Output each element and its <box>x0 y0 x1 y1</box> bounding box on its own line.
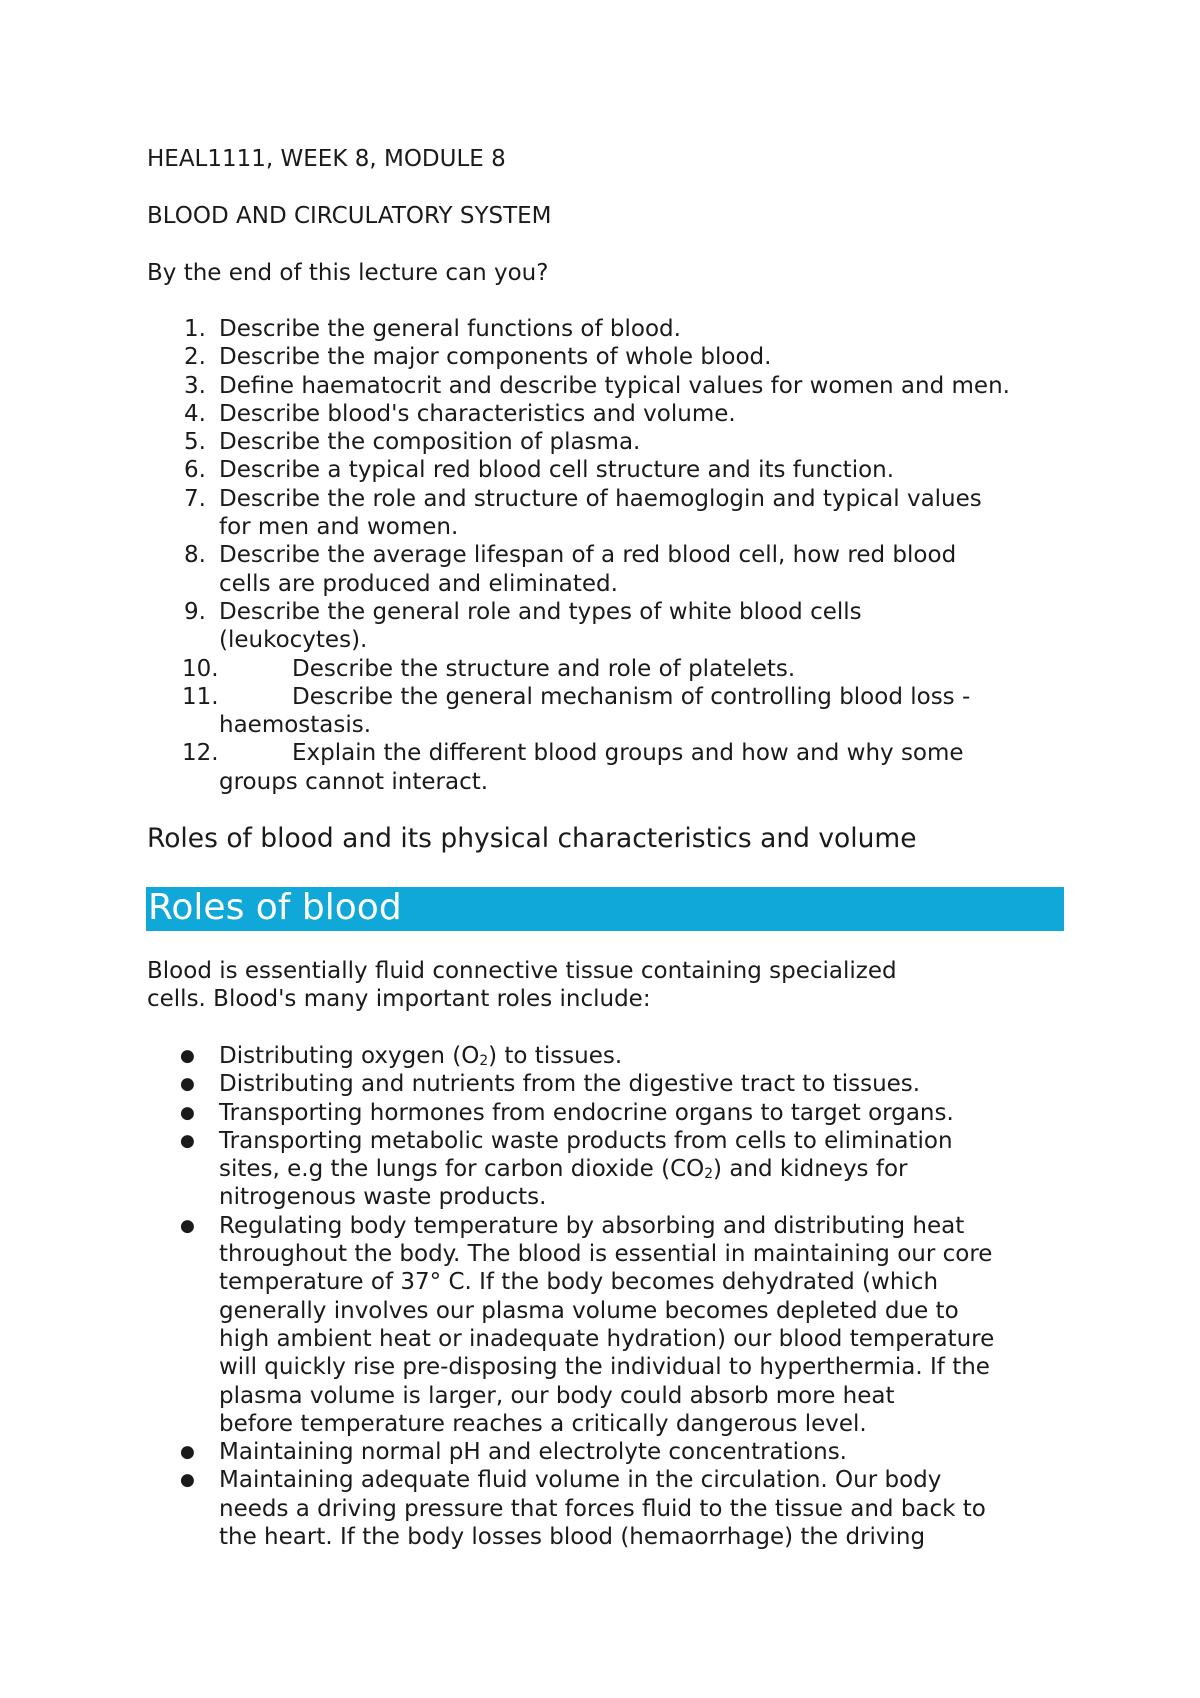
bullet-icon: ● <box>180 1046 195 1066</box>
role-text: before temperature reaches a critically dangerous level. <box>219 1410 867 1437</box>
intro-paragraph <box>147 957 1047 1014</box>
role-text: will quickly rise pre-disposing the individual to hyperthermia. If the <box>219 1354 990 1381</box>
objective-text: haemostasis. <box>219 712 372 739</box>
bullet-icon: ● <box>180 1102 195 1123</box>
role-text: high ambient heat or inadequate hydration) our blood temperature <box>219 1325 995 1352</box>
document-title: HEAL1111, WEEK 8, MODULE 8 <box>147 146 506 172</box>
subscript: 2 <box>479 1053 489 1069</box>
objective-text: Describe the general role and types of white blood cells <box>219 598 862 625</box>
objective-number: 6. <box>184 457 206 484</box>
objective-item-continuation <box>0 711 1200 739</box>
role-item <box>0 1438 1200 1466</box>
document-subtitle: BLOOD AND CIRCULATORY SYSTEM <box>147 203 552 229</box>
objective-number: 4. <box>184 400 206 427</box>
blood-roles-list <box>0 1042 1200 1551</box>
objective-text: Describe the general mechanism of controlling blood loss - <box>292 683 971 710</box>
objective-number: 7. <box>184 485 206 512</box>
objective-number: 11. <box>182 683 219 710</box>
objective-item <box>0 541 1200 569</box>
learning-objectives-list <box>0 315 1200 796</box>
bullet-icon: ● <box>180 1215 195 1236</box>
objective-number: 12. <box>182 740 219 767</box>
role-item <box>0 1466 1200 1494</box>
objective-text: Describe the structure and role of platelets. <box>292 655 796 682</box>
role-text: sites, e.g the lungs for carbon dioxide $(CO_2)$ and kidneys for <box>219 1156 908 1183</box>
role-text: Distributing and nutrients from the digestive tract to tissues. <box>219 1071 921 1098</box>
objective-text: (leukocytes). <box>219 627 368 654</box>
role-text: plasma volume is larger, our body could absorb more heat <box>219 1382 895 1409</box>
objective-item-continuation <box>0 626 1200 654</box>
objective-text: Describe blood's characteristics and volume. <box>219 400 736 427</box>
role-text: Distributing oxygen $(O_2)$ to tissues. <box>219 1043 623 1069</box>
role-item <box>0 1070 1200 1098</box>
objective-item-continuation <box>0 768 1200 796</box>
role-item-continuation <box>0 1353 1200 1381</box>
bullet-icon: ● <box>180 1074 195 1095</box>
objective-number: 8. <box>184 542 206 569</box>
objective-item <box>0 456 1200 484</box>
objective-item-continuation <box>0 513 1200 541</box>
objective-item <box>0 315 1200 343</box>
role-text: Maintaining adequate fluid volume in the circulation. Our body <box>219 1467 942 1494</box>
role-text: generally involves our plasma volume becomes depleted due to <box>219 1297 959 1324</box>
role-item-continuation <box>0 1410 1200 1438</box>
role-item <box>0 1099 1200 1127</box>
objective-item <box>0 598 1200 626</box>
objective-number: 2. <box>184 344 206 371</box>
role-item-continuation <box>0 1268 1200 1296</box>
bullet-icon: ● <box>180 1442 195 1463</box>
objective-text: Define haematocrit and describe typical values for women and men. <box>219 372 1010 399</box>
role-item-continuation <box>0 1240 1200 1268</box>
section-banner-title: Roles of blood <box>148 887 402 928</box>
role-item-continuation <box>0 1495 1200 1523</box>
role-item-continuation <box>0 1382 1200 1410</box>
objective-item <box>0 372 1200 400</box>
objective-number: 1. <box>184 316 206 342</box>
role-item-continuation <box>0 1183 1200 1211</box>
role-item <box>0 1127 1200 1155</box>
paragraph-line: cells. Blood's many important roles include: <box>147 986 651 1013</box>
objective-item <box>0 683 1200 711</box>
role-text: needs a driving pressure that forces fluid to the tissue and back to <box>219 1495 986 1522</box>
objective-item <box>0 739 1200 767</box>
role-item <box>0 1042 1200 1070</box>
paragraph-line: Blood is essentially fluid connective tissue containing specialized <box>147 958 897 984</box>
objective-item <box>0 428 1200 456</box>
objective-text: Describe the average lifespan of a red blood cell, how red blood <box>219 542 957 569</box>
objective-text: groups cannot interact. <box>219 768 489 795</box>
role-item-continuation <box>0 1523 1200 1551</box>
objective-text: Describe the composition of plasma. <box>219 429 641 456</box>
role-text: nitrogenous waste products. <box>219 1184 547 1211</box>
objective-item <box>0 485 1200 513</box>
bullet-icon: ● <box>180 1130 195 1151</box>
objective-text: Describe the general functions of blood. <box>219 316 681 342</box>
section-banner <box>146 887 1064 931</box>
objective-text: Explain the different blood groups and how and why some <box>292 740 964 767</box>
role-text: Transporting hormones from endocrine organs to target organs. <box>219 1099 954 1126</box>
objective-number: 10. <box>182 655 219 682</box>
objective-item <box>0 343 1200 371</box>
objective-item-continuation <box>0 570 1200 598</box>
section-heading: Roles of blood and its physical characteristics and volume <box>147 823 917 854</box>
objective-number: 9. <box>184 598 206 625</box>
objective-number: 3. <box>184 372 206 399</box>
objective-text: Describe the major components of whole blood. <box>219 344 772 371</box>
role-text: Regulating body temperature by absorbing and distributing heat <box>219 1212 965 1239</box>
role-text: the heart. If the body losses blood (hemaorrhage) the driving <box>219 1524 926 1551</box>
objective-text: Describe the role and structure of haemoglogin and typical values <box>219 485 982 512</box>
intro-question: By the end of this lecture can you? <box>147 260 549 286</box>
objective-item <box>0 400 1200 428</box>
bullet-icon: ● <box>180 1470 195 1491</box>
subscript: 2 <box>704 1166 714 1183</box>
objective-text: for men and women. <box>219 514 459 541</box>
objective-text: cells are produced and eliminated. <box>219 570 618 597</box>
objective-text: Describe a typical red blood cell structure and its function. <box>219 457 895 484</box>
role-item <box>0 1212 1200 1240</box>
role-item-continuation <box>0 1155 1200 1183</box>
role-text: Maintaining normal pH and electrolyte concentrations. <box>219 1439 847 1466</box>
role-item-continuation <box>0 1297 1200 1325</box>
objective-number: 5. <box>184 429 206 456</box>
role-text: Transporting metabolic waste products from cells to elimination <box>219 1127 953 1154</box>
role-text: throughout the body. The blood is essential in maintaining our core <box>219 1241 993 1268</box>
role-text: temperature of 37° C. If the body becomes dehydrated (which <box>219 1269 939 1296</box>
objective-item <box>0 655 1200 683</box>
role-item-continuation <box>0 1325 1200 1353</box>
